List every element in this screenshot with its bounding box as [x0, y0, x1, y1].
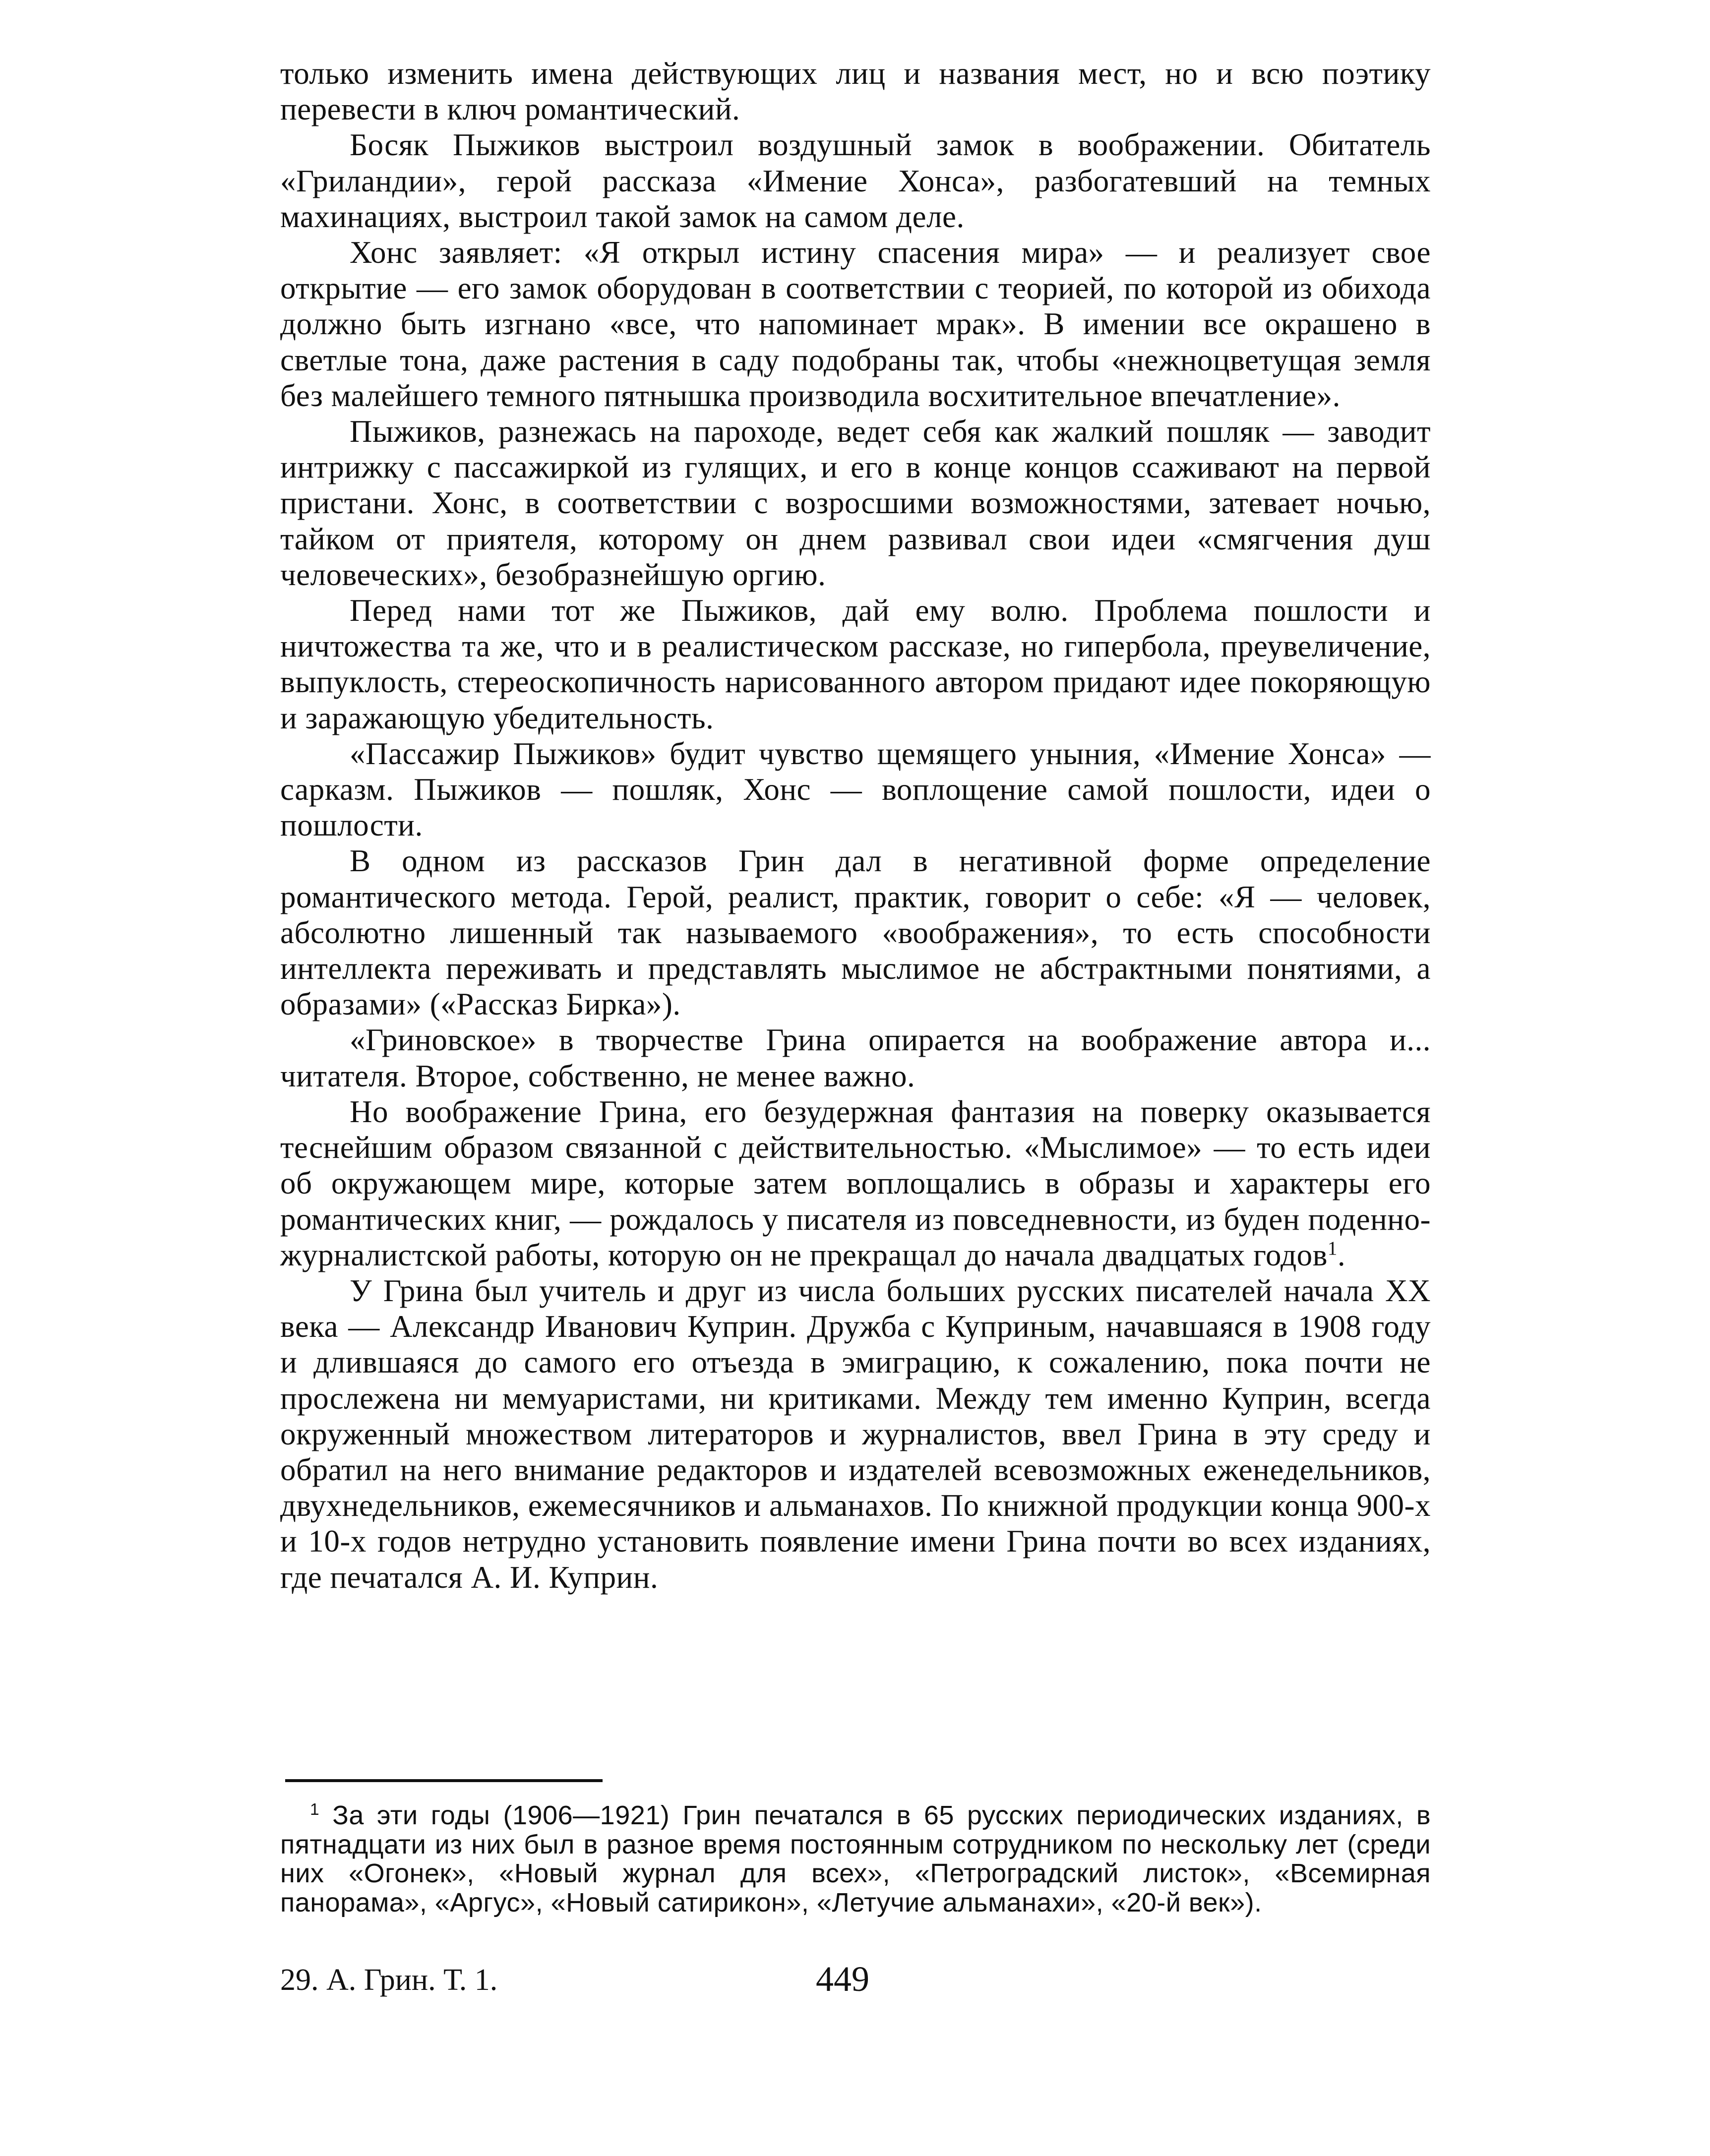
paragraph: «Пассажир Пыжиков» будит чувство щемящего уныния, «Имение Хонса» — сарказм. Пыжиков — пошляк, Хонс — воплощение самой пошлости, идеи о пошлости.	[280, 736, 1431, 843]
footnote	[280, 1801, 1431, 1917]
footnote-divider	[285, 1779, 603, 1782]
footnote-marker: 1	[310, 1800, 320, 1819]
paragraph: «Гриновское» в творчестве Грина опирается на воображение автора и... читателя. Второе, собственно, не менее важно.	[280, 1022, 1431, 1093]
paragraph: Перед нами тот же Пыжиков, дай ему волю. Проблема пошлости и ничтожества та же, что и в реалистическом рассказе, но гипербола, преувеличение, выпуклость, стереоскопичность нарисованного автором придают идее покоряющую и заражающую убедительность.	[280, 593, 1431, 735]
main-text	[280, 56, 1431, 1595]
page-number: 449	[816, 1959, 869, 1999]
paragraph: Босяк Пыжиков выстроил воздушный замок в воображении. Обитатель «Грилaндии», герой рассказа «Имение Хонса», разбогатевший на темных махинациях, выстроил такой замок на самом деле.	[280, 127, 1431, 234]
footnote-reference: 1	[1327, 1237, 1338, 1259]
paragraph: В одном из рассказов Грин дал в негативной форме определение романтического метода. Герой, реалист, практик, говорит о себе: «Я — человек, абсолютно лишенный так называемого «воображения», то есть способности интеллекта переживать и представлять мыслимое не абстрактными понятиями, а образами» («Рассказ Бирка»).	[280, 843, 1431, 1022]
footnote-paragraph	[280, 1801, 1431, 1917]
paragraph: Хонс заявляет: «Я открыл истину спасения мира» — и реализует свое открытие — его замок оборудован в соответствии с теорией, по которой из обихода должно быть изгнано «все, что напоминает мрак». В имении все окрашено в светлые тона, даже растения в саду подобраны так, чтобы «нежноцветущая земля без малейшего темного пятнышка производила восхитительное впечатление».	[280, 235, 1431, 413]
paragraph-with-footnote: Но воображение Грина, его безудержная фантазия на поверку оказывается теснейшим образом связанной с действительностью. «Мыслимое» — то есть идеи об окружающем мире, которые затем воплощались в образы и характеры его романтических книг, — рождалось у писателя из повседневности, из буден поденно-журналистской работы, которую он не прекращал до начала двадцатых годов$^1$.	[280, 1094, 1431, 1272]
paragraph: Пыжиков, разнежась на пароходе, ведет себя как жалкий пошляк — заводит интрижку с пассажиркой из гулящих, и его в конце концов ссаживают на первой пристани. Хонс, в соответствии с возросшими возможностями, затевает ночью, тайком от приятеля, которому он днем развивал свои идеи «смягчения душ человеческих», безобразнейшую оргию.	[280, 414, 1431, 592]
paragraph: У Грина был учитель и друг из числа больших русских писателей начала XX века — Александр Иванович Куприн. Дружба с Куприным, начавшаяся в 1908 году и длившаяся до самого его отъезда в эмиграцию, к сожалению, пока почти не прослежена ни мемуаристами, ни критиками. Между тем именно Куприн, всегда окруженный множеством литераторов и журналистов, ввел Грина в эту среду и обратил на него внимание редакторов и издателей всевозможных еженедельников, двухнедельников, ежемесячников и альманахов. По книжной продукции конца 900-х и 10-х годов нетрудно установить появление имени Грина почти во всех изданиях, где печатался А. И. Куприн.	[280, 1273, 1431, 1595]
printer-signature: 29. А. Грин. Т. 1.	[280, 1963, 498, 1997]
footnote-text: За эти годы (1906—1921) Грин печатался в 65 русских периодических изданиях, в пятнадцати из них был в разное время постоянным сотрудником по нескольку лет (среди них «Огонек», «Новый журнал для всех», «Петроградский листок», «Всемирная панорама», «Аргус», «Новый сатирикон», «Летучие альманахи», «20-й век»).	[280, 1800, 1431, 1917]
paragraph-text: Но воображение Грина, его безудержная фантазия на поверку оказывается теснейшим образом связанной с действительностью. «Мыслимое» — то есть идеи об окружающем мире, которые затем воплощались в образы и характеры его романтических книг, — рождалось у писателя из повседневности, из буден поденно-журналистской работы, которую он не прекращал до начала двадцатых годов	[280, 1094, 1431, 1272]
paragraph-continuation: только изменить имена действующих лиц и названия мест, но и всю поэтику перевести в ключ романтический.	[280, 56, 1431, 127]
page-footer	[280, 1959, 1431, 2002]
